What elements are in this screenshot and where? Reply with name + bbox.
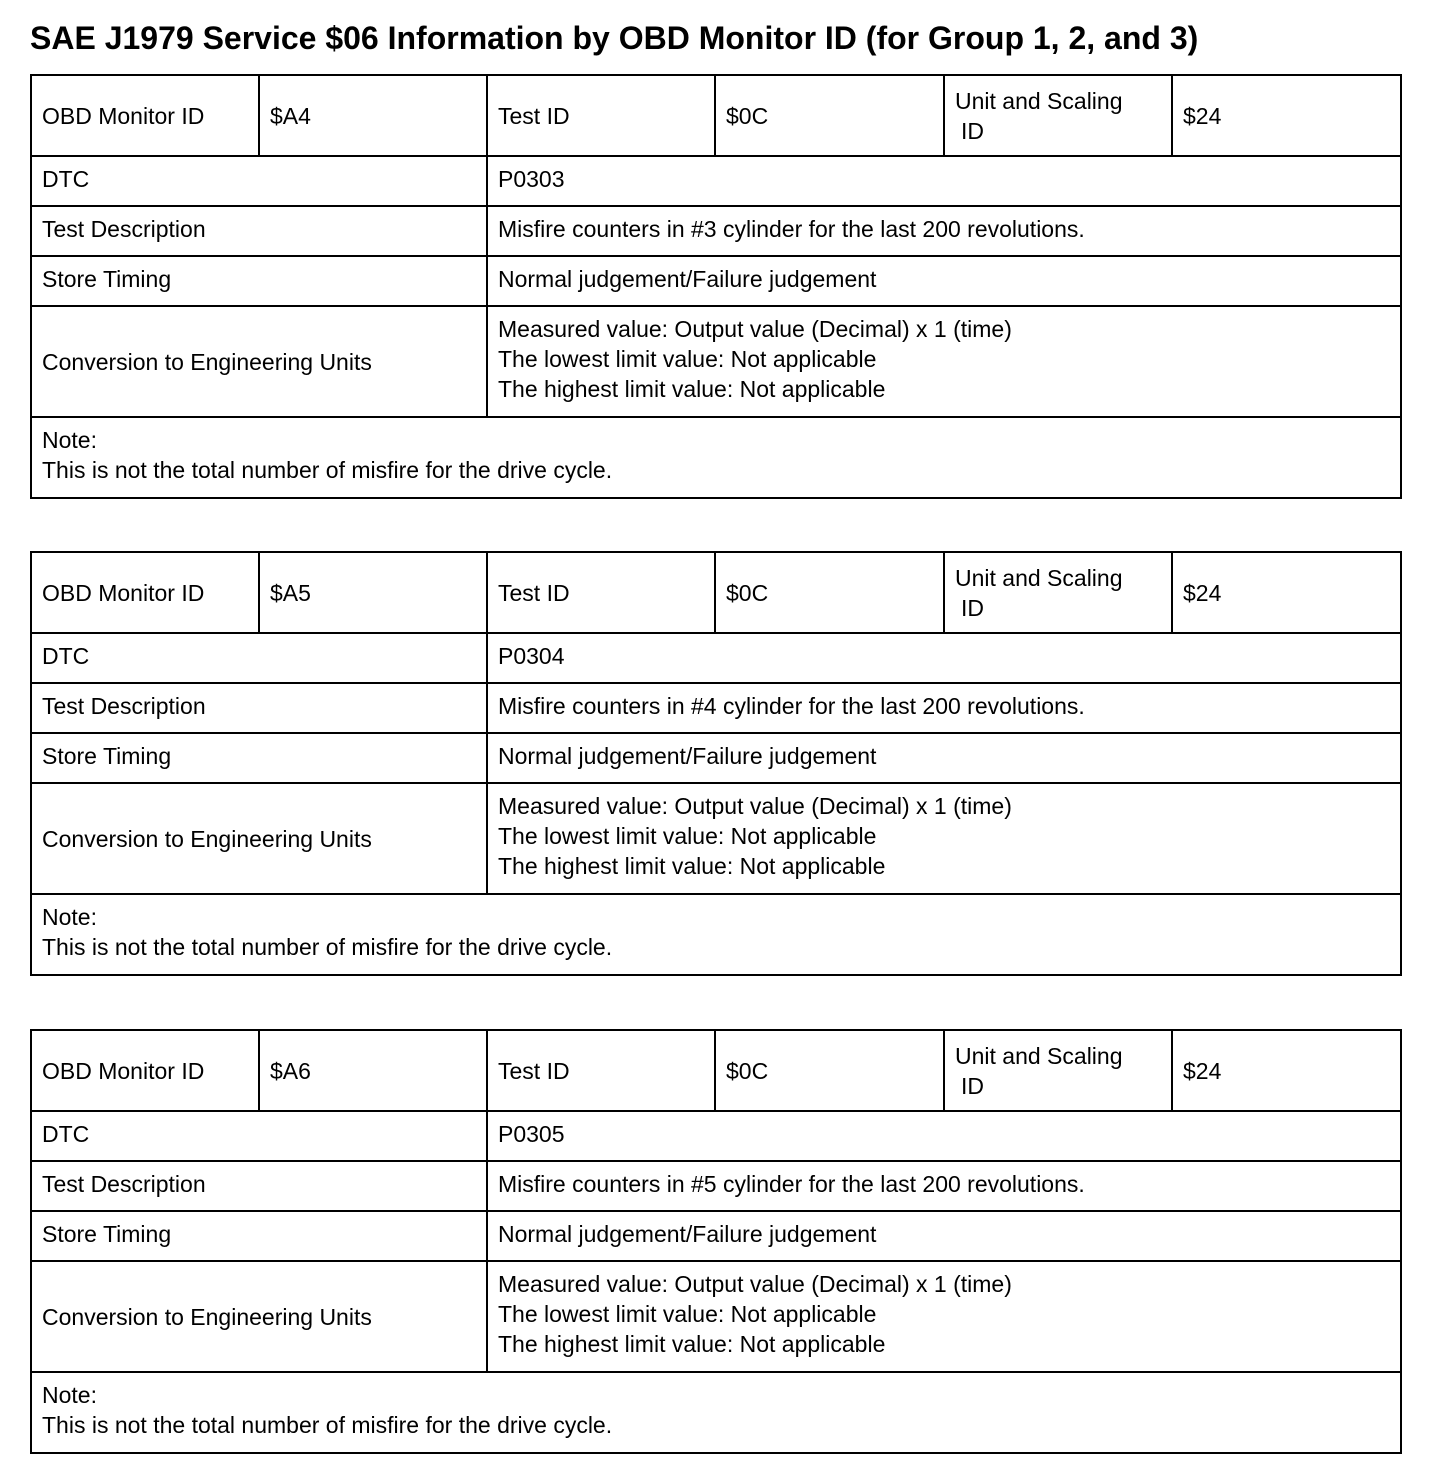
conversion-value [487, 306, 1401, 417]
conversion-line-highest: The highest limit value: Not applicable [498, 376, 886, 402]
header-row [31, 552, 1401, 633]
monitor-table [30, 74, 1402, 499]
unit-scaling-label-line2: ID [961, 1072, 984, 1099]
test-description-row [31, 206, 1401, 256]
monitor-table [30, 551, 1402, 976]
note-cell [31, 1372, 1401, 1453]
test-description-value: Misfire counters in #5 cylinder for the last 200 revolutions. [487, 1161, 1401, 1211]
test-description-label: Test Description [31, 206, 487, 256]
unit-scaling-label-line2: ID [961, 594, 984, 621]
unit-scaling-id-value: $24 [1172, 1030, 1401, 1111]
store-timing-row [31, 733, 1401, 783]
test-description-row [31, 683, 1401, 733]
note-label: Note: [42, 1382, 97, 1408]
test-id-label: Test ID [487, 552, 715, 633]
note-cell [31, 417, 1401, 498]
store-timing-value: Normal judgement/Failure judgement [487, 256, 1401, 306]
dtc-row [31, 1111, 1401, 1161]
obd-monitor-id-label: OBD Monitor ID [31, 1030, 259, 1111]
conversion-line-highest: The highest limit value: Not applicable [498, 853, 886, 879]
conversion-value [487, 1261, 1401, 1372]
conversion-row [31, 783, 1401, 894]
unit-scaling-id-label [944, 1030, 1172, 1111]
test-id-label: Test ID [487, 1030, 715, 1111]
test-description-label: Test Description [31, 683, 487, 733]
note-label: Note: [42, 904, 97, 930]
conversion-line-lowest: The lowest limit value: Not applicable [498, 1301, 877, 1327]
dtc-row [31, 633, 1401, 683]
dtc-label: DTC [31, 1111, 487, 1161]
store-timing-label: Store Timing [31, 256, 487, 306]
note-label: Note: [42, 427, 97, 453]
conversion-line-lowest: The lowest limit value: Not applicable [498, 346, 877, 372]
test-description-value: Misfire counters in #4 cylinder for the last 200 revolutions. [487, 683, 1401, 733]
dtc-label: DTC [31, 633, 487, 683]
store-timing-value: Normal judgement/Failure judgement [487, 733, 1401, 783]
store-timing-value: Normal judgement/Failure judgement [487, 1211, 1401, 1261]
conversion-row [31, 306, 1401, 417]
store-timing-row [31, 256, 1401, 306]
note-row [31, 1372, 1401, 1453]
test-id-value: $0C [715, 552, 944, 633]
conversion-line-lowest: The lowest limit value: Not applicable [498, 823, 877, 849]
test-id-value: $0C [715, 1030, 944, 1111]
dtc-row [31, 156, 1401, 206]
dtc-value: P0305 [487, 1111, 1401, 1161]
obd-monitor-id-value: $A4 [259, 75, 487, 156]
conversion-row [31, 1261, 1401, 1372]
obd-monitor-id-label: OBD Monitor ID [31, 75, 259, 156]
conversion-line-highest: The highest limit value: Not applicable [498, 1331, 886, 1357]
store-timing-row [31, 1211, 1401, 1261]
dtc-value: P0303 [487, 156, 1401, 206]
note-text: This is not the total number of misfire for the drive cycle. [42, 1412, 613, 1438]
test-description-label: Test Description [31, 1161, 487, 1211]
unit-scaling-label-line1: Unit and Scaling [955, 1042, 1123, 1069]
unit-scaling-id-label [944, 75, 1172, 156]
store-timing-label: Store Timing [31, 733, 487, 783]
dtc-value: P0304 [487, 633, 1401, 683]
header-row [31, 75, 1401, 156]
store-timing-label: Store Timing [31, 1211, 487, 1261]
conversion-label: Conversion to Engineering Units [31, 783, 487, 894]
conversion-line-measured: Measured value: Output value (Decimal) x 1 (time) [498, 1271, 1012, 1297]
obd-monitor-id-value: $A5 [259, 552, 487, 633]
obd-monitor-id-value: $A6 [259, 1030, 487, 1111]
unit-scaling-id-value: $24 [1172, 75, 1401, 156]
header-row [31, 1030, 1401, 1111]
note-cell [31, 894, 1401, 975]
dtc-label: DTC [31, 156, 487, 206]
test-id-value: $0C [715, 75, 944, 156]
test-id-label: Test ID [487, 75, 715, 156]
conversion-value [487, 783, 1401, 894]
page-title: SAE J1979 Service $06 Information by OBD Monitor ID (for Group 1, 2, and 3) [30, 20, 1199, 56]
note-row [31, 894, 1401, 975]
unit-scaling-label-line1: Unit and Scaling [955, 564, 1123, 591]
monitor-table [30, 1029, 1402, 1454]
test-description-value: Misfire counters in #3 cylinder for the last 200 revolutions. [487, 206, 1401, 256]
note-text: This is not the total number of misfire for the drive cycle. [42, 457, 613, 483]
obd-monitor-id-label: OBD Monitor ID [31, 552, 259, 633]
conversion-label: Conversion to Engineering Units [31, 1261, 487, 1372]
note-text: This is not the total number of misfire for the drive cycle. [42, 934, 613, 960]
unit-scaling-id-label [944, 552, 1172, 633]
conversion-line-measured: Measured value: Output value (Decimal) x 1 (time) [498, 793, 1012, 819]
conversion-label: Conversion to Engineering Units [31, 306, 487, 417]
unit-scaling-id-value: $24 [1172, 552, 1401, 633]
note-row [31, 417, 1401, 498]
unit-scaling-label-line2: ID [961, 117, 984, 144]
conversion-line-measured: Measured value: Output value (Decimal) x 1 (time) [498, 316, 1012, 342]
unit-scaling-label-line1: Unit and Scaling [955, 87, 1123, 114]
test-description-row [31, 1161, 1401, 1211]
